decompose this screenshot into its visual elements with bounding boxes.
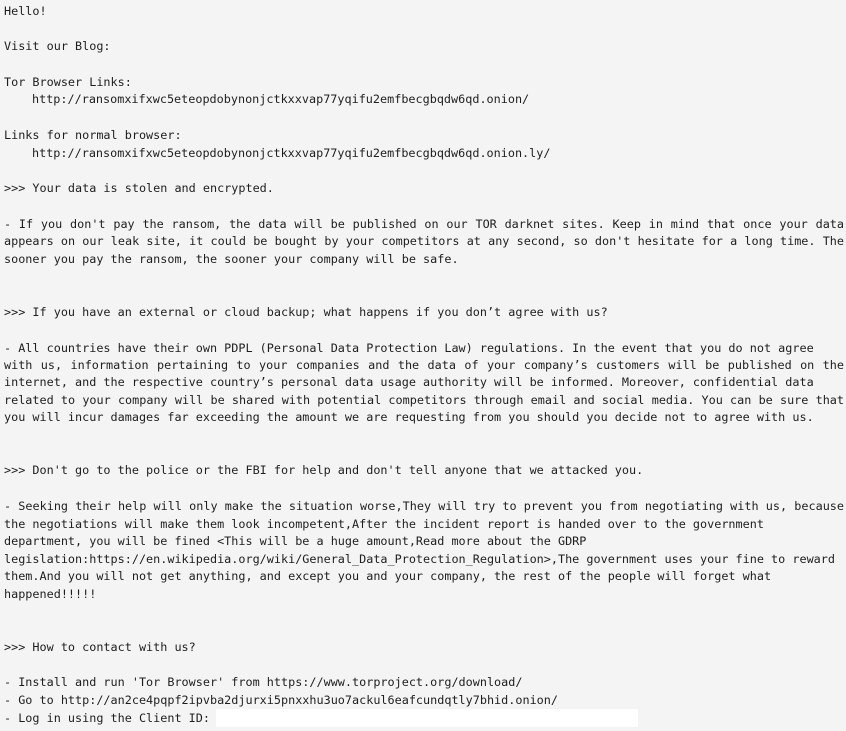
contact-step: - Install and run 'Tor Browser' from https://www.torproject.org/download/ — [4, 675, 523, 689]
paragraph-line: - All countries have their own PDPL (Personal Data Protection Law) regulations. In the event that you do not agree — [4, 341, 814, 355]
section-heading-stolen: >>> Your data is stolen and encrypted. — [4, 181, 274, 195]
blog-heading: Visit our Blog: — [4, 39, 111, 53]
contact-step: - Go to http://an2ce4pqpf2ipvba2djurxi5pnxxhu3uo7ackul6eafcundqtly7bhid.onion/ — [4, 693, 558, 707]
section-heading-police: >>> Don't go to the police or the FBI for help and don't tell anyone that we attacked you. — [4, 463, 644, 477]
section-heading-backup: >>> If you have an external or cloud backup; what happens if you don’t agree with us? — [4, 305, 608, 319]
section-heading-contact: >>> How to contact with us? — [4, 640, 196, 654]
tor-link: http://ransomxifxwc5eteopdobynonjctkxxvap77yqifu2emfbecgbqdw6qd.onion/ — [32, 92, 530, 106]
paragraph-line: them.And you will not get anything, and except you and your company, the rest of the people will forget what — [4, 569, 772, 583]
paragraph-line: appears on our leak site, it could be bought by your competitors at any second, so don't hesitate for a long time. The — [4, 234, 844, 248]
paragraph-line: legislation:https://en.wikipedia.org/wiki/General_Data_Protection_Regulation>,The government uses your fine to reward — [4, 552, 835, 566]
paragraph-line: - Seeking their help will only make the situation worse,They will try to prevent you from negotiating with us, because — [4, 499, 844, 513]
greeting: Hello! — [4, 4, 47, 18]
paragraph-line: with us, information pertaining to your companies and the data of your company’s customers will be published on the — [4, 358, 844, 372]
normal-links-heading: Links for normal browser: — [4, 128, 182, 142]
paragraph-line: the negotiations will make them look incompetent,After the incident report is handed over to the government — [4, 517, 764, 531]
paragraph-line: sooner you pay the ransom, the sooner your company will be safe. — [4, 252, 459, 266]
paragraph-line: department, you will be fined <This will be a huge amount,Read more about the GDRP — [4, 534, 587, 548]
paragraph-line: happened!!!!! — [4, 587, 97, 601]
paragraph-line: - If you don't pay the ransom, the data will be published on our TOR darknet sites. Keep in mind that once your data — [4, 217, 844, 231]
tor-links-heading: Tor Browser Links: — [4, 75, 132, 89]
redacted-client-id — [216, 709, 638, 727]
paragraph-line: related to your company will be shared with potential competitors through email and social media. You can be sure that — [4, 393, 844, 407]
paragraph-line: internet, and the respective country’s personal data usage authority will be informed. Moreover, confidential data — [4, 375, 814, 389]
normal-link: http://ransomxifxwc5eteopdobynonjctkxxvap77yqifu2emfbecgbqdw6qd.onion.ly/ — [32, 146, 551, 160]
paragraph-line: you will incur damages far exceeding the amount we are requesting from you should you decide not to agree with us. — [4, 410, 814, 424]
ransom-note-document — [4, 0, 846, 731]
contact-step: - Log in using the Client ID: — [4, 711, 210, 725]
